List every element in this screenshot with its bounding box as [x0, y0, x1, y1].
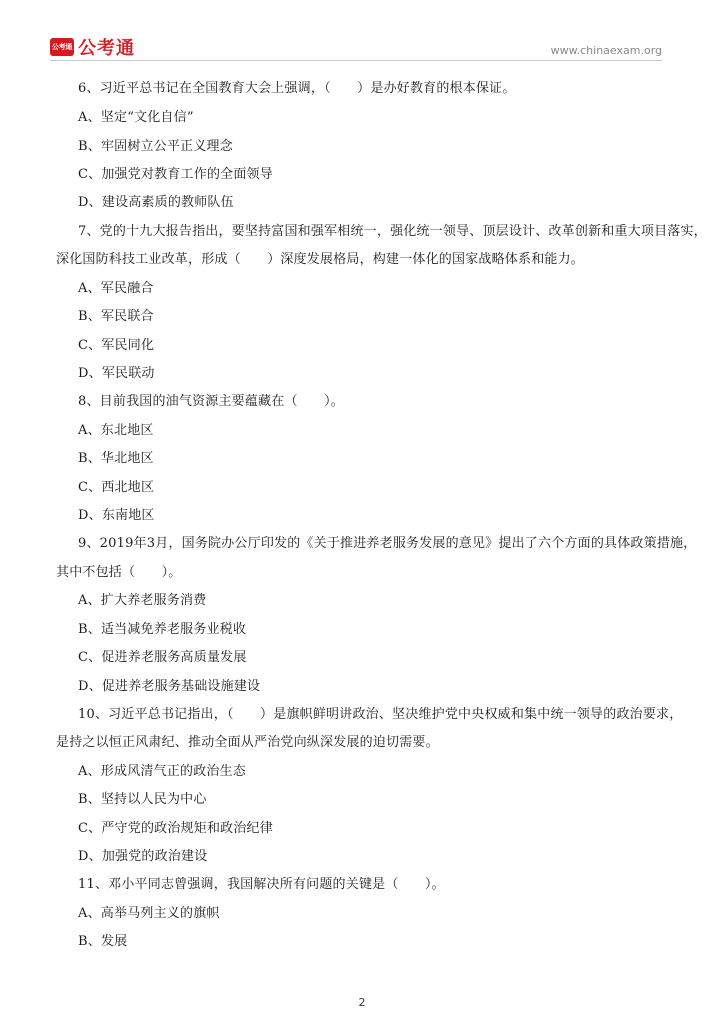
page-header — [0, 0, 724, 64]
question-9-option-d: D、促进养老服务基础设施建设 — [78, 679, 261, 694]
site-url[interactable]: www.chinaexam.org — [550, 44, 662, 57]
question-6-text: 6、习近平总书记在全国教育大会上强调，（ ）是办好教育的根本保证。 — [78, 81, 516, 96]
header-divider — [50, 60, 662, 61]
question-9-text-line-1: 9、2019年3月，国务院办公厅印发的《关于推进养老服务发展的意见》提出了六个方面的具体政策措施， — [78, 536, 697, 551]
question-11-option-b: B、发展 — [78, 934, 128, 949]
question-8-option-c: C、西北地区 — [78, 480, 155, 495]
question-8-option-d: D、东南地区 — [78, 508, 155, 523]
question-7-option-d: D、军民联动 — [78, 366, 155, 381]
question-11-text: 11、邓小平同志曾强调，我国解决所有问题的关键是（ ）。 — [78, 877, 445, 892]
question-7-option-b: B、军民联合 — [78, 309, 154, 324]
question-7-option-a: A、军民融合 — [78, 281, 154, 296]
question-9-text-line-2: 其中不包括（ ）。 — [56, 565, 182, 580]
question-6-option-b: B、牢固树立公平正义理念 — [78, 139, 233, 154]
question-7-text-line-1: 7、党的十九大报告指出，要坚持富国和强军相统一，强化统一领导、顶层设计、改革创新和重大项目落实， — [78, 224, 707, 239]
question-6-option-a: A、坚定“文化自信” — [78, 110, 194, 125]
logo-text: 公考通 — [78, 38, 135, 59]
logo — [50, 34, 135, 60]
question-8-text: 8、目前我国的油气资源主要蕴藏在（ ）。 — [78, 394, 344, 409]
question-10-option-c: C、严守党的政治规矩和政治纪律 — [78, 821, 273, 836]
question-8-option-b: B、华北地区 — [78, 451, 154, 466]
question-6-option-c: C、加强党对教育工作的全面领导 — [78, 167, 273, 182]
question-8-option-a: A、东北地区 — [78, 423, 154, 438]
question-10-text-line-1: 10、习近平总书记指出，（ ）是旗帜鲜明讲政治、坚决维护党中央权威和集中统一领导的政治要求， — [78, 707, 683, 722]
question-11-option-a: A、高举马列主义的旗帜 — [78, 906, 220, 921]
question-9-option-b: B、适当减免养老服务业税收 — [78, 622, 247, 637]
question-7-text-line-2: 深化国防科技工业改革，形成（ ）深度发展格局，构建一体化的国家战略体系和能力。 — [56, 252, 585, 267]
page-number: 2 — [358, 996, 366, 1009]
question-6-option-d: D、建设高素质的教师队伍 — [78, 195, 234, 210]
question-9-option-a: A、扩大养老服务消费 — [78, 593, 207, 608]
question-10-option-d: D、加强党的政治建设 — [78, 849, 208, 864]
logo-badge: 公考通 — [50, 38, 74, 56]
question-10-text-line-2: 是持之以恒正风肃纪、推动全面从严治党向纵深发展的迫切需要。 — [56, 735, 439, 750]
question-10-option-b: B、坚持以人民为中心 — [78, 792, 207, 807]
question-7-option-c: C、军民同化 — [78, 338, 155, 353]
question-10-option-a: A、形成风清气正的政治生态 — [78, 764, 246, 779]
question-9-option-c: C、促进养老服务高质量发展 — [78, 650, 247, 665]
